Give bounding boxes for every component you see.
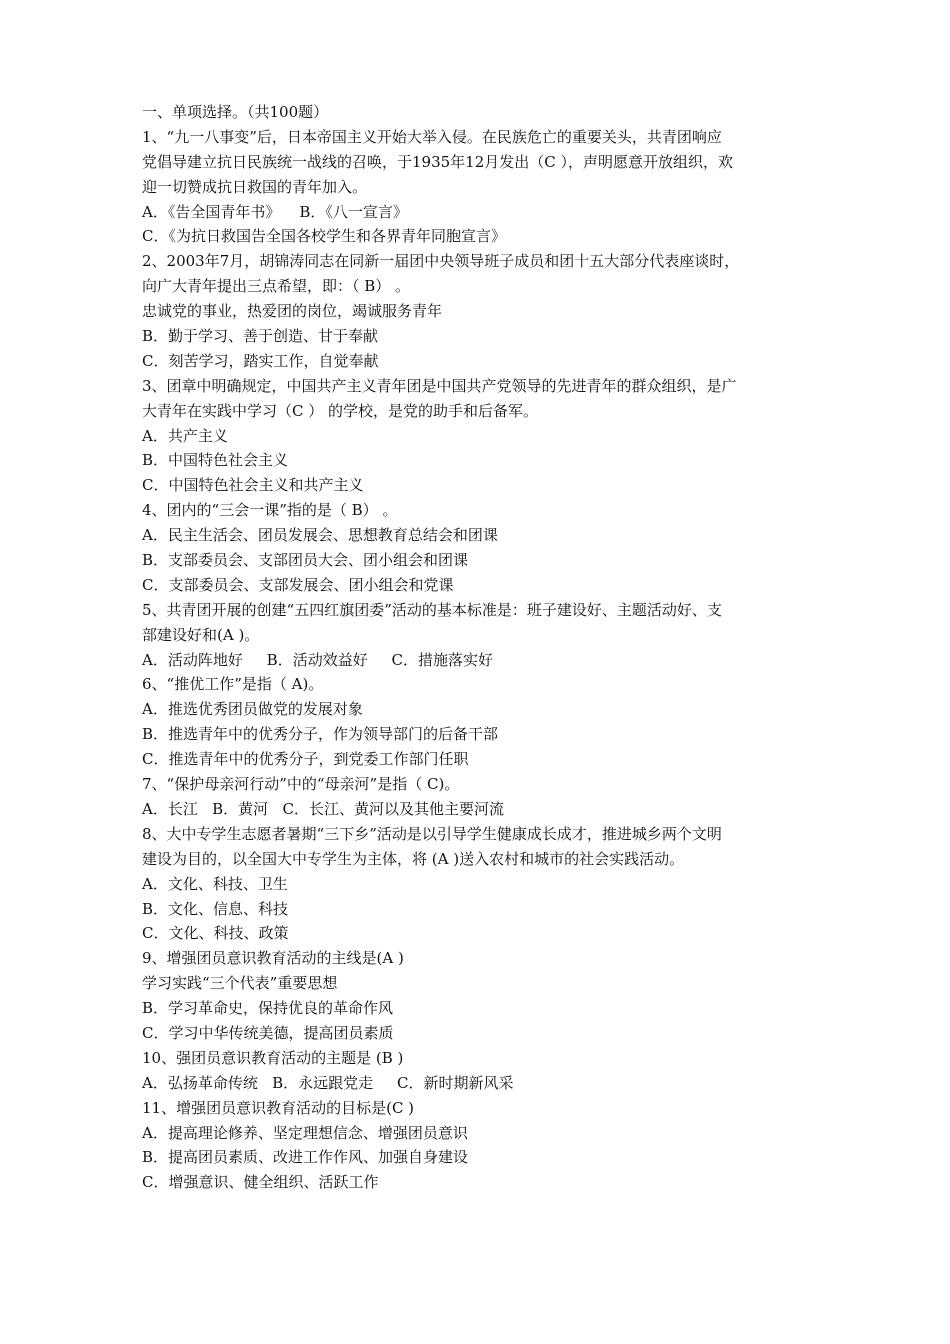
text-line: C．增强意识、健全组织、活跃工作 bbox=[142, 1173, 379, 1192]
text-line: B．勤于学习、善于创造、甘于奉献 bbox=[142, 327, 379, 346]
text-line: 部建设好和(A )。 bbox=[142, 625, 260, 644]
text-line: A．共产主义 bbox=[142, 426, 228, 445]
text-line: B．推选青年中的优秀分子，作为领导部门的后备干部 bbox=[142, 725, 499, 744]
text-line: 3、团章中明确规定，中国共产主义青年团是中国共产党领导的先进青年的群众组织，是广 bbox=[142, 376, 737, 395]
text-line: B．支部委员会、支部团员大会、团小组会和团课 bbox=[142, 551, 469, 570]
text-line: A．长江 B．黄河 C．长江、黄河以及其他主要河流 bbox=[142, 799, 504, 818]
text-line: C．中国特色社会主义和共产主义 bbox=[142, 476, 364, 495]
text-line: A．《告全国青年书》 B．《八一宣言》 bbox=[142, 202, 408, 221]
text-line: 9、增强团员意识教育活动的主线是(A ) bbox=[142, 949, 404, 968]
text-line: 一、单项选择。（共100题） bbox=[142, 103, 329, 121]
text-line: A．提高理论修养、坚定理想信念、增强团员意识 bbox=[142, 1123, 468, 1142]
text-line: C．学习中华传统美德，提高团员素质 bbox=[142, 1023, 394, 1042]
text-line: C．支部委员会、支部发展会、团小组会和党课 bbox=[142, 575, 454, 594]
text-line: B．文化、信息、科技 bbox=[142, 899, 289, 918]
text-line: 8、大中专学生志愿者暑期“三下乡”活动是以引导学生健康成长成才，推进城乡两个文明 bbox=[142, 824, 722, 843]
text-line: A．民主生活会、团员发展会、思想教育总结会和团课 bbox=[142, 526, 498, 545]
text-line: B．中国特色社会主义 bbox=[142, 451, 289, 470]
text-line: 学习实践“三个代表”重要思想 bbox=[142, 974, 338, 993]
text-line: A．活动阵地好 B．活动效益好 C．措施落实好 bbox=[142, 650, 494, 669]
text-line: 党倡导建立抗日民族统一战线的召唤，于1935年12月发出（C ），声明愿意开放组织，欢 bbox=[142, 152, 734, 171]
document-body bbox=[142, 100, 822, 1195]
text-line: 迎一切赞成抗日救国的青年加入。 bbox=[142, 177, 368, 196]
text-line: A．文化、科技、卫生 bbox=[142, 874, 288, 893]
text-line: C．推选青年中的优秀分子，到党委工作部门任职 bbox=[142, 750, 469, 769]
text-line: 11、增强团员意识教育活动的目标是(C ) bbox=[142, 1098, 415, 1117]
text-line: 4、团内的“三会一课”指的是（ B） 。 bbox=[142, 501, 398, 520]
text-line: B．学习革命史，保持优良的革命作风 bbox=[142, 999, 394, 1018]
text-line: C．刻苦学习，踏实工作，自觉奉献 bbox=[142, 351, 379, 370]
text-line: 2、2003年7月，胡锦涛同志在同新一届团中央领导班子成员和团十五大部分代表座谈时， bbox=[142, 252, 740, 271]
text-line: B．提高团员素质、改进工作作风、加强自身建设 bbox=[142, 1148, 469, 1167]
text-line: C．文化、科技、政策 bbox=[142, 924, 289, 943]
text-line: 1、“九一八事变”后，日本帝国主义开始大举入侵。在民族危亡的重要关头，共青团响应 bbox=[142, 127, 722, 146]
text-line: 10、强团员意识教育活动的主题是 (B ) bbox=[142, 1048, 404, 1067]
text-line: 大青年在实践中学习（C ） 的学校，是党的助手和后备军。 bbox=[142, 401, 539, 420]
text-line: 建设为目的，以全国大中专学生为主体，将 (A )送入农村和城市的社会实践活动。 bbox=[142, 849, 685, 868]
text-line: 5、共青团开展的创建“五四红旗团委”活动的基本标准是：班子建设好、主题活动好、支 bbox=[142, 600, 722, 619]
text-line: 忠诚党的事业，热爱团的岗位，竭诚服务青年 bbox=[142, 302, 443, 321]
text-line: A．推选优秀团员做党的发展对象 bbox=[142, 700, 363, 719]
text-line: 6、“推优工作”是指（ A)。 bbox=[142, 675, 324, 694]
text-line: C．《为抗日救国告全国各校学生和各界青年同胞宣言》 bbox=[142, 227, 506, 246]
text-line: 7、“保护母亲河行动”中的“母亲河”是指（ C)。 bbox=[142, 775, 460, 794]
text-line: 向广大青年提出三点希望，即：（ B） 。 bbox=[142, 277, 411, 296]
text-line: A．弘扬革命传统 B．永远跟党走 C．新时期新风采 bbox=[142, 1073, 514, 1092]
